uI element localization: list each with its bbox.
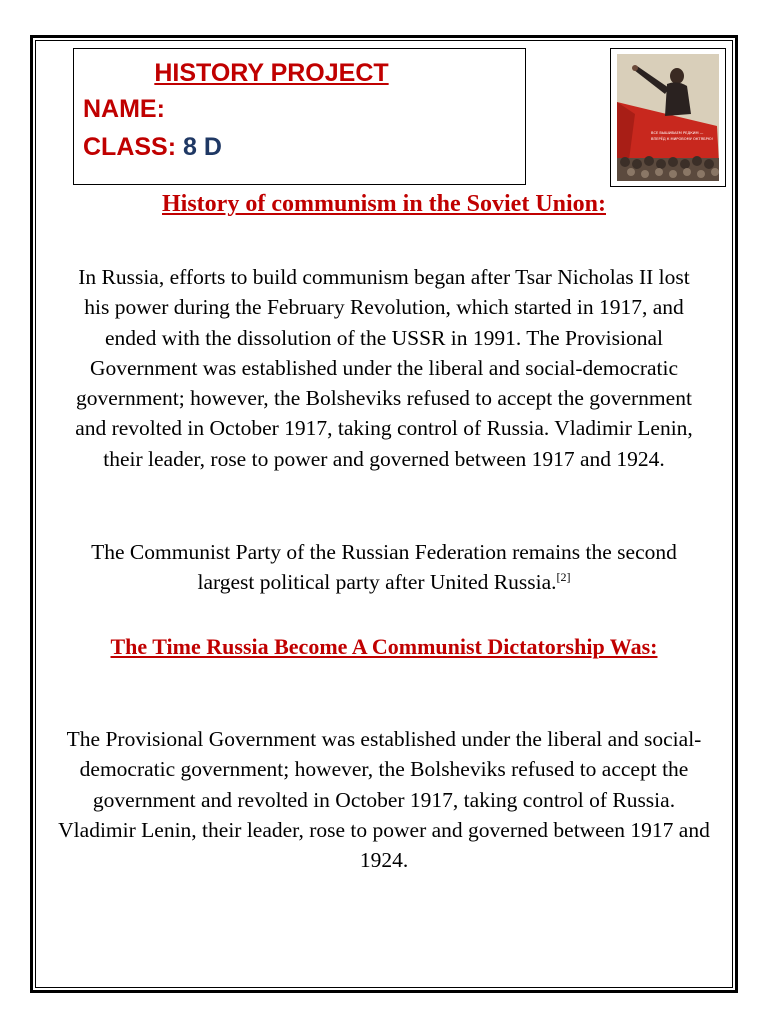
class-label: CLASS: — [83, 133, 177, 161]
section-heading-history: History of communism in the Soviet Union: — [162, 191, 606, 217]
citation-link[interactable]: [2] — [556, 570, 571, 585]
poster-caption-line-2: ВПЕРЁД К МИРОВОМУ ОКТЯБРЮ! — [651, 137, 714, 141]
project-title: HISTORY PROJECT — [154, 59, 389, 87]
poster-frame — [610, 48, 726, 187]
paragraph-history: In Russia, efforts to build communism began after Tsar Nicholas II lost his power during the February Revolution, which started in 1917, and ended with the dissolution of the USSR in 1991. The Provisional Government was established under the liberal and social-democratic government; however, the Bolsheviks refused to accept the government and revolted in October 1917, taking control of Russia. Vladimir Lenin, their leader, rose to power and governed between 1917 and 1924. — [75, 265, 693, 471]
class-value: 8 D — [183, 133, 222, 161]
paragraph-dictatorship: The Provisional Government was established under the liberal and social-democratic government; however, the Bolsheviks refused to accept the government and revolted in October 1917, taking control of Russia. Vladimir Lenin, their leader, rose to power and governed between 1917 and 1924. — [58, 727, 710, 873]
header-box — [73, 48, 526, 185]
name-label: NAME: — [83, 95, 165, 123]
poster-caption-line-1: ВСЕ ВЫШИВАЕМ РЕДКИМ — — [651, 131, 704, 135]
paragraph-communist-party-text: The Communist Party of the Russian Federation remains the second largest political party after United Russia. — [91, 540, 677, 595]
class-line — [83, 133, 222, 162]
paragraph-communist-party — [64, 537, 704, 598]
section-heading-dictatorship: The Time Russia Become A Communist Dictatorship Was: — [110, 634, 658, 659]
lenin-poster-image — [617, 54, 719, 181]
